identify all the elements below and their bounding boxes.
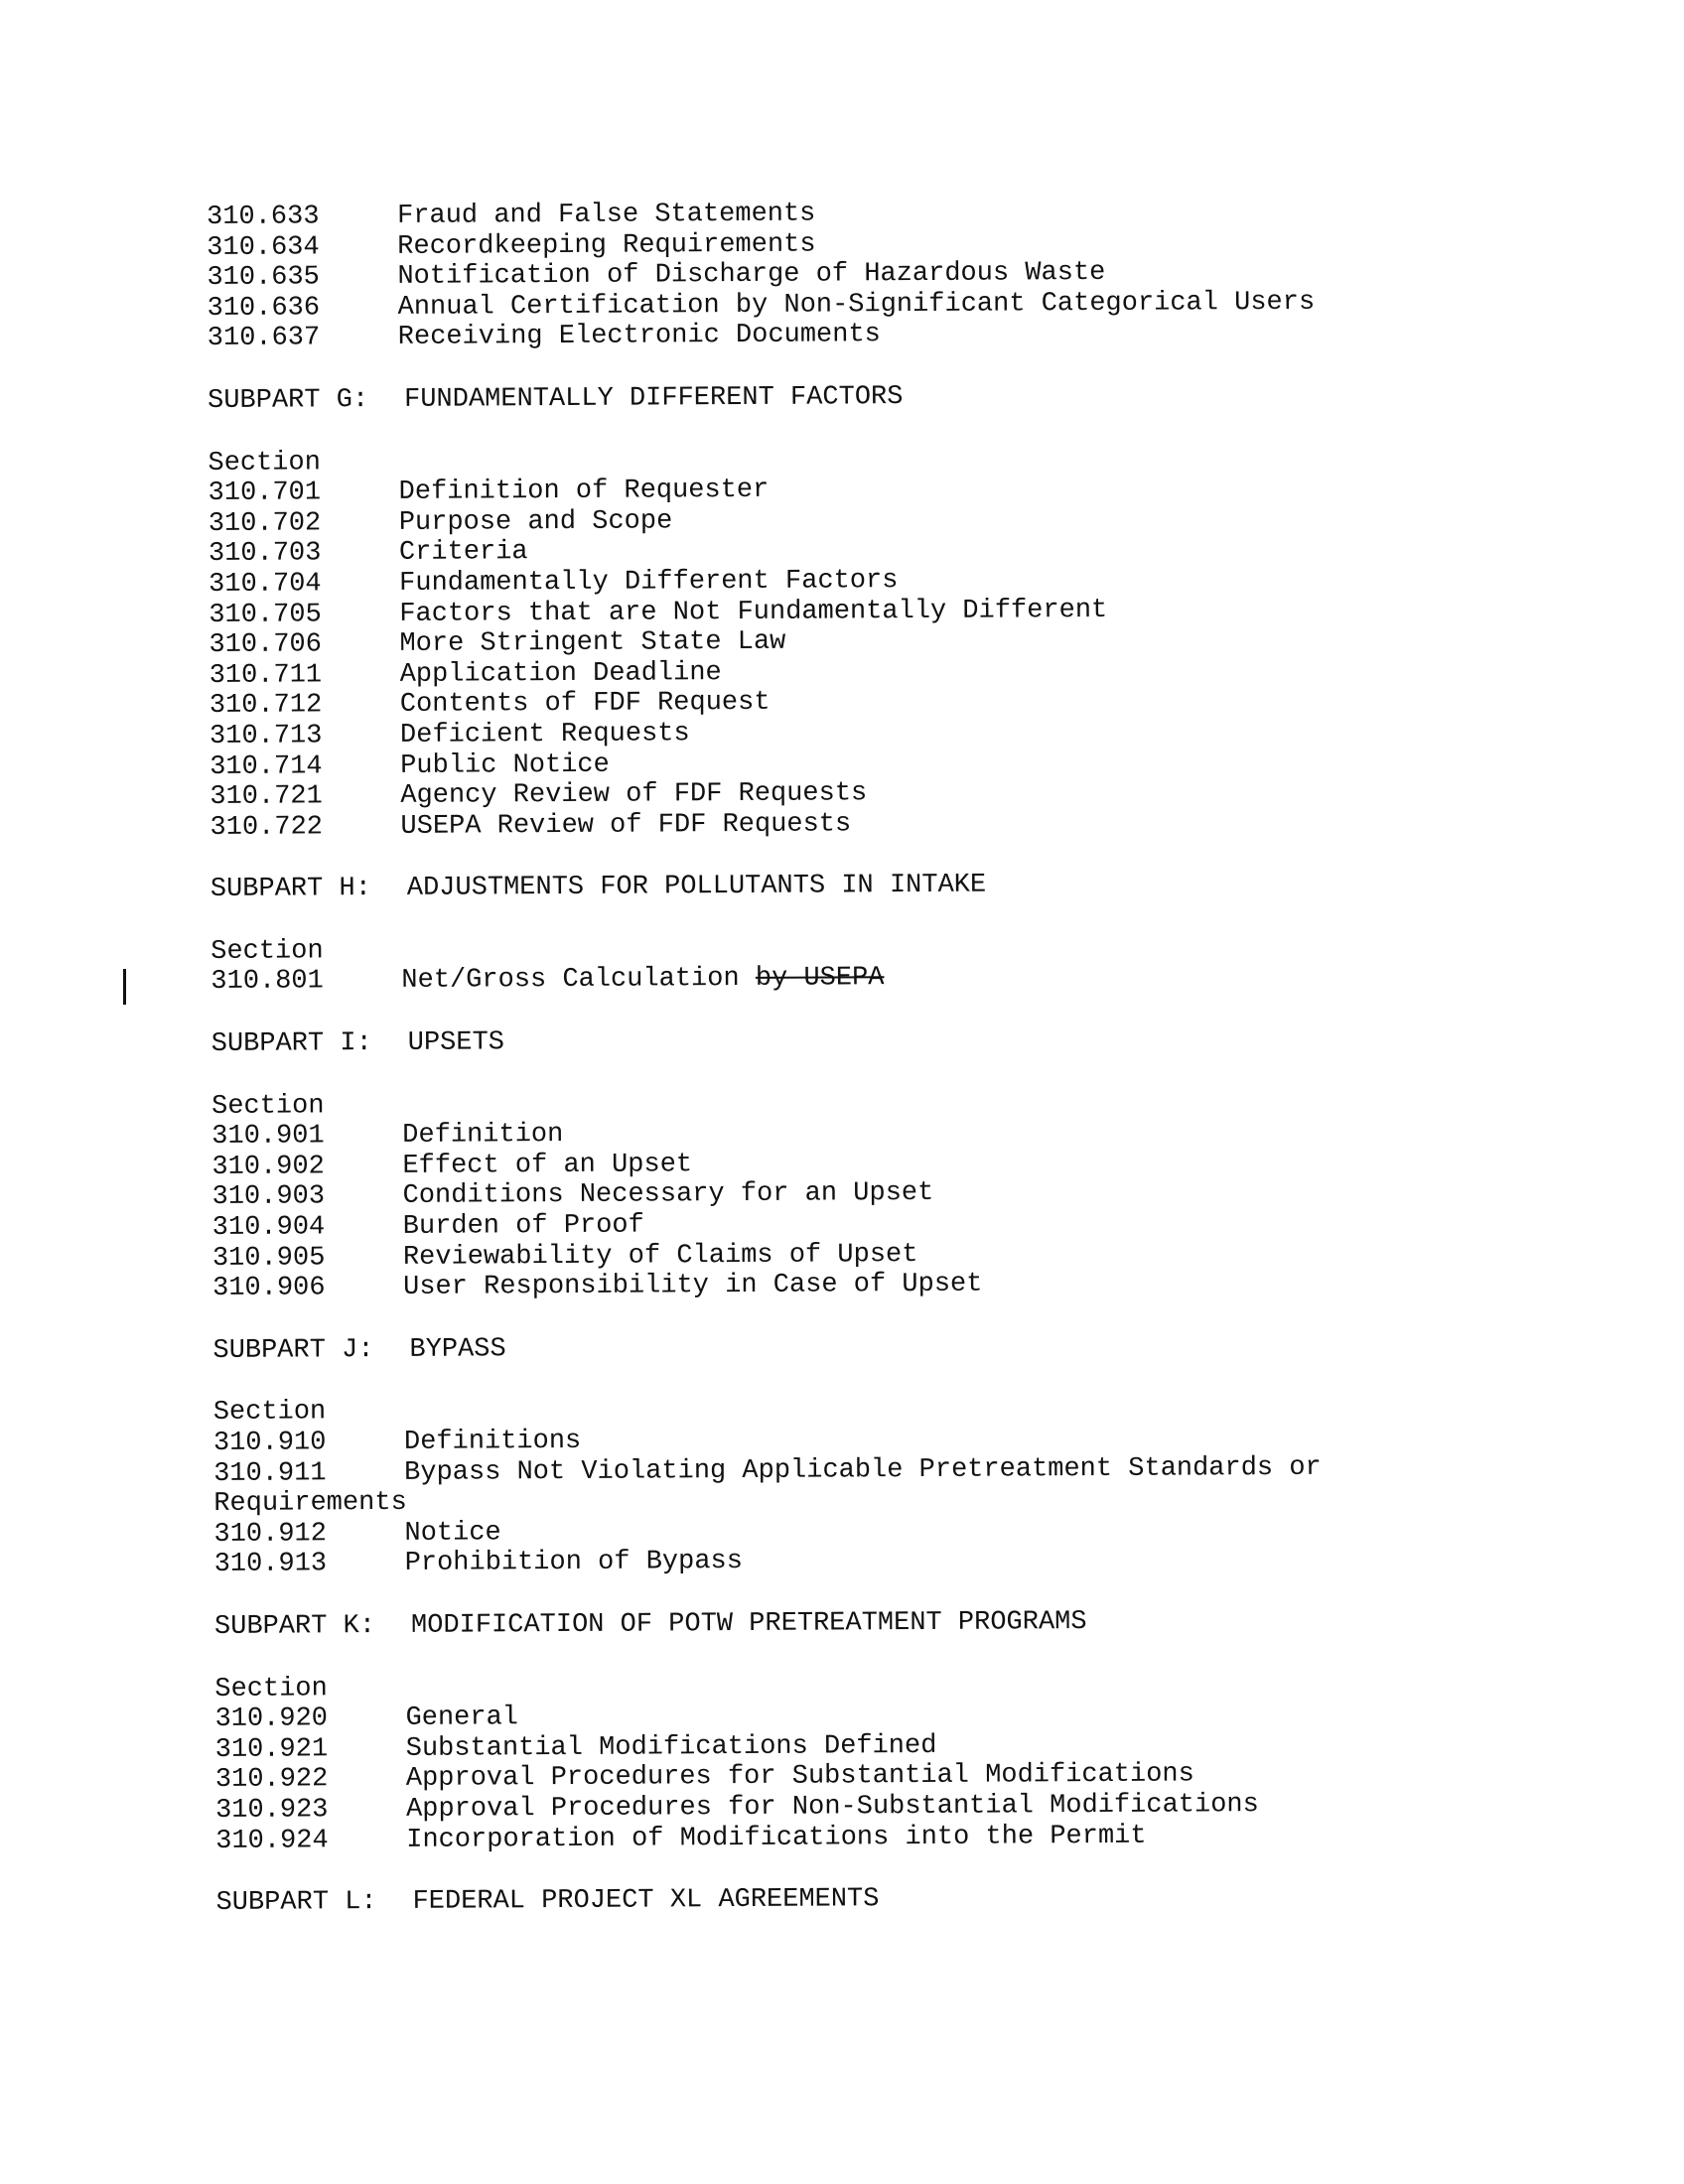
section-number: 310.902 — [211, 1152, 325, 1182]
subpart-label: SUBPART L: — [215, 1887, 377, 1919]
subpart-l — [215, 1881, 1506, 1919]
section-title: Net/Gross Calculation — [401, 964, 740, 997]
subpart-label: SUBPART J: — [212, 1334, 374, 1366]
section-title: Approval Procedures for Non-Substantial Modifications — [405, 1790, 1259, 1825]
section-title: Fundamentally Different Factors — [399, 566, 899, 599]
section-title-continuation: Requirements — [213, 1488, 407, 1520]
subpart-title: ADJUSTMENTS FOR POLLUTANTS IN INTAKE — [406, 870, 987, 904]
section-label: Section — [214, 1673, 328, 1705]
subpart-h — [210, 868, 1502, 998]
section-title: Definition — [402, 1120, 564, 1152]
section-title: Annual Certification by Non-Significant Categorical Users — [397, 287, 1316, 323]
section-number: 310.923 — [214, 1795, 329, 1826]
section-number: 310.701 — [208, 478, 322, 509]
section-title: Burden of Proof — [402, 1210, 644, 1242]
section-number: 310.905 — [211, 1242, 326, 1274]
section-title: Prohibition of Bypass — [404, 1547, 744, 1579]
section-number: 310.634 — [207, 231, 320, 263]
section-number: 310.801 — [210, 966, 324, 998]
table-of-contents — [207, 196, 1507, 1919]
section-title: Incorporation of Modifications into the Permit — [406, 1821, 1147, 1855]
section-title: Receiving Electronic Documents — [397, 320, 881, 353]
section-number: 310.922 — [214, 1764, 329, 1796]
subpart-g — [208, 379, 1501, 844]
section-number: 310.913 — [213, 1549, 328, 1580]
section-title: Deficient Requests — [399, 719, 690, 751]
section-title: Public Notice — [400, 750, 610, 781]
section-title: Fraud and False Statements — [396, 199, 816, 231]
section-number: 310.704 — [209, 569, 322, 600]
section-title: Notice — [404, 1518, 501, 1549]
section-number: 310.637 — [207, 323, 321, 354]
section-title: User Responsibility in Case of Upset — [403, 1269, 983, 1303]
section-title: Agency Review of FDF Requests — [400, 778, 868, 812]
section-number: 310.712 — [209, 690, 323, 722]
section-number: 310.713 — [209, 721, 323, 751]
section-number: 310.721 — [210, 781, 323, 813]
section-title: Bypass Not Violating Applicable Pretreatment Standards or — [404, 1452, 1322, 1488]
section-title: Effect of an Upset — [402, 1150, 693, 1181]
section-number: 310.903 — [211, 1181, 326, 1213]
section-title: Factors that are Not Fundamentally Different — [399, 595, 1108, 629]
section-title: USEPA Review of FDF Requests — [400, 809, 852, 842]
subpart-title: MODIFICATION OF POTW PRETREATMENT PROGRAMS — [410, 1607, 1087, 1641]
section-number: 310.705 — [209, 599, 322, 630]
section-number: 310.911 — [213, 1457, 327, 1489]
section-title: Definitions — [403, 1426, 582, 1457]
subpart-title: FEDERAL PROJECT XL AGREEMENTS — [412, 1884, 880, 1917]
section-number: 310.924 — [215, 1825, 329, 1856]
section-number: 310.635 — [207, 262, 320, 294]
top-entries — [207, 196, 1498, 354]
section-label: Section — [212, 1397, 327, 1429]
subpart-title: FUNDAMENTALLY DIFFERENT FACTORS — [404, 382, 904, 415]
section-label: Section — [211, 1091, 325, 1122]
section-title: Purpose and Scope — [398, 506, 673, 538]
struck-text: by USEPA — [755, 963, 885, 995]
subpart-title: UPSETS — [407, 1027, 505, 1058]
section-number: 310.636 — [207, 293, 321, 324]
subpart-i — [211, 1023, 1504, 1304]
subpart-heading — [215, 1881, 1506, 1919]
section-number: 310.702 — [208, 508, 322, 539]
section-number: 310.921 — [214, 1734, 329, 1765]
section-title: Notification of Discharge of Hazardous Waste — [397, 258, 1106, 293]
section-number: 310.711 — [209, 660, 323, 691]
section-number: 310.920 — [214, 1704, 329, 1735]
section-number: 310.706 — [209, 629, 322, 661]
subpart-j — [212, 1329, 1504, 1580]
section-label: Section — [208, 447, 321, 478]
subpart-label: SUBPART I: — [210, 1028, 372, 1060]
section-title: Criteria — [398, 537, 528, 569]
section-title: Recordkeeping Requirements — [397, 229, 816, 262]
section-title: General — [405, 1703, 519, 1734]
subpart-label: SUBPART G: — [208, 385, 369, 416]
section-title: Application Deadline — [399, 657, 722, 690]
revision-change-bar — [123, 969, 126, 1005]
section-number: 310.912 — [213, 1519, 327, 1550]
section-title: Approval Procedures for Substantial Modifications — [405, 1759, 1194, 1795]
section-title: More Stringent State Law — [399, 626, 786, 660]
section-title: Contents of FDF Request — [399, 688, 771, 721]
section-title: Conditions Necessary for an Upset — [402, 1178, 934, 1212]
section-number: 310.633 — [207, 202, 320, 232]
section-number: 310.901 — [211, 1121, 325, 1153]
section-title: Substantial Modifications Defined — [405, 1730, 937, 1764]
section-number: 310.904 — [211, 1212, 326, 1244]
section-title: Reviewability of Claims of Upset — [402, 1239, 918, 1273]
section-number: 310.722 — [210, 812, 324, 843]
section-label: Section — [210, 936, 324, 967]
subpart-title: BYPASS — [409, 1334, 506, 1365]
section-number: 310.906 — [212, 1273, 326, 1304]
section-number: 310.714 — [210, 751, 323, 782]
subpart-k — [214, 1605, 1506, 1856]
section-number: 310.703 — [208, 538, 322, 570]
subpart-label: SUBPART H: — [210, 874, 371, 905]
subpart-label: SUBPART K: — [213, 1611, 376, 1642]
section-number: 310.910 — [212, 1428, 327, 1458]
section-title: Definition of Requester — [398, 475, 770, 508]
